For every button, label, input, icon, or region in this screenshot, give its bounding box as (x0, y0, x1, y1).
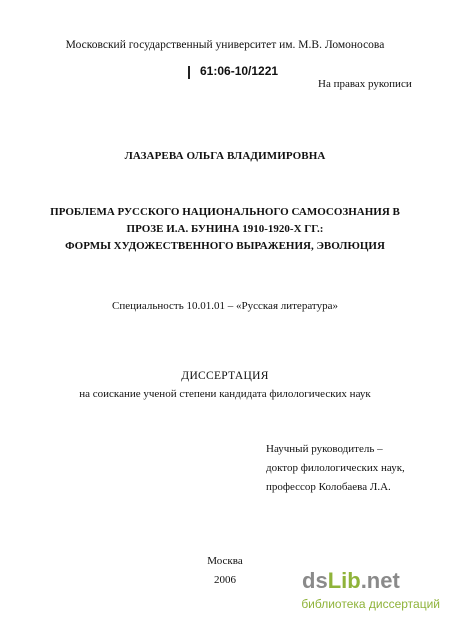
specialty: Специальность 10.01.01 – «Русская литература» (112, 300, 338, 312)
watermark-logo-suffix: .net (360, 568, 400, 593)
watermark-logo (302, 568, 400, 594)
advisor-line: профессор Колобаева Л.А. (266, 481, 391, 493)
margin-mark (188, 66, 190, 79)
advisor-line: доктор филологических наук, (266, 462, 405, 474)
university-name: Московский государственный университет им. М.В. Ломоносова (65, 39, 385, 51)
watermark (272, 568, 442, 618)
year: 2006 (214, 574, 236, 586)
watermark-logo-prefix: ds (302, 568, 328, 593)
title-line: ПРОБЛЕМА РУССКОГО НАЦИОНАЛЬНОГО САМОСОЗНАНИЯ В (50, 206, 400, 218)
watermark-tagline: библиотека диссертаций (301, 597, 440, 611)
city: Москва (207, 555, 243, 567)
dissertation-type: ДИССЕРТАЦИЯ (181, 370, 269, 382)
title-line: ФОРМЫ ХУДОЖЕСТВЕННОГО ВЫРАЖЕНИЯ, ЭВОЛЮЦИЯ (65, 240, 385, 252)
degree-description: на соискание ученой степени кандидата филологических наук (79, 388, 371, 400)
title-line: ПРОЗЕ И.А. БУНИНА 1910-1920-Х ГГ.: (126, 223, 324, 235)
document-code: 61:06-10/1221 (200, 64, 279, 78)
advisor-line: Научный руководитель – (266, 443, 383, 455)
rights-notice: На правах рукописи (318, 78, 412, 90)
watermark-logo-accent: Lib (327, 568, 361, 593)
author-name: ЛАЗАРЕВА ОЛЬГА ВЛАДИМИРОВНА (124, 150, 326, 162)
